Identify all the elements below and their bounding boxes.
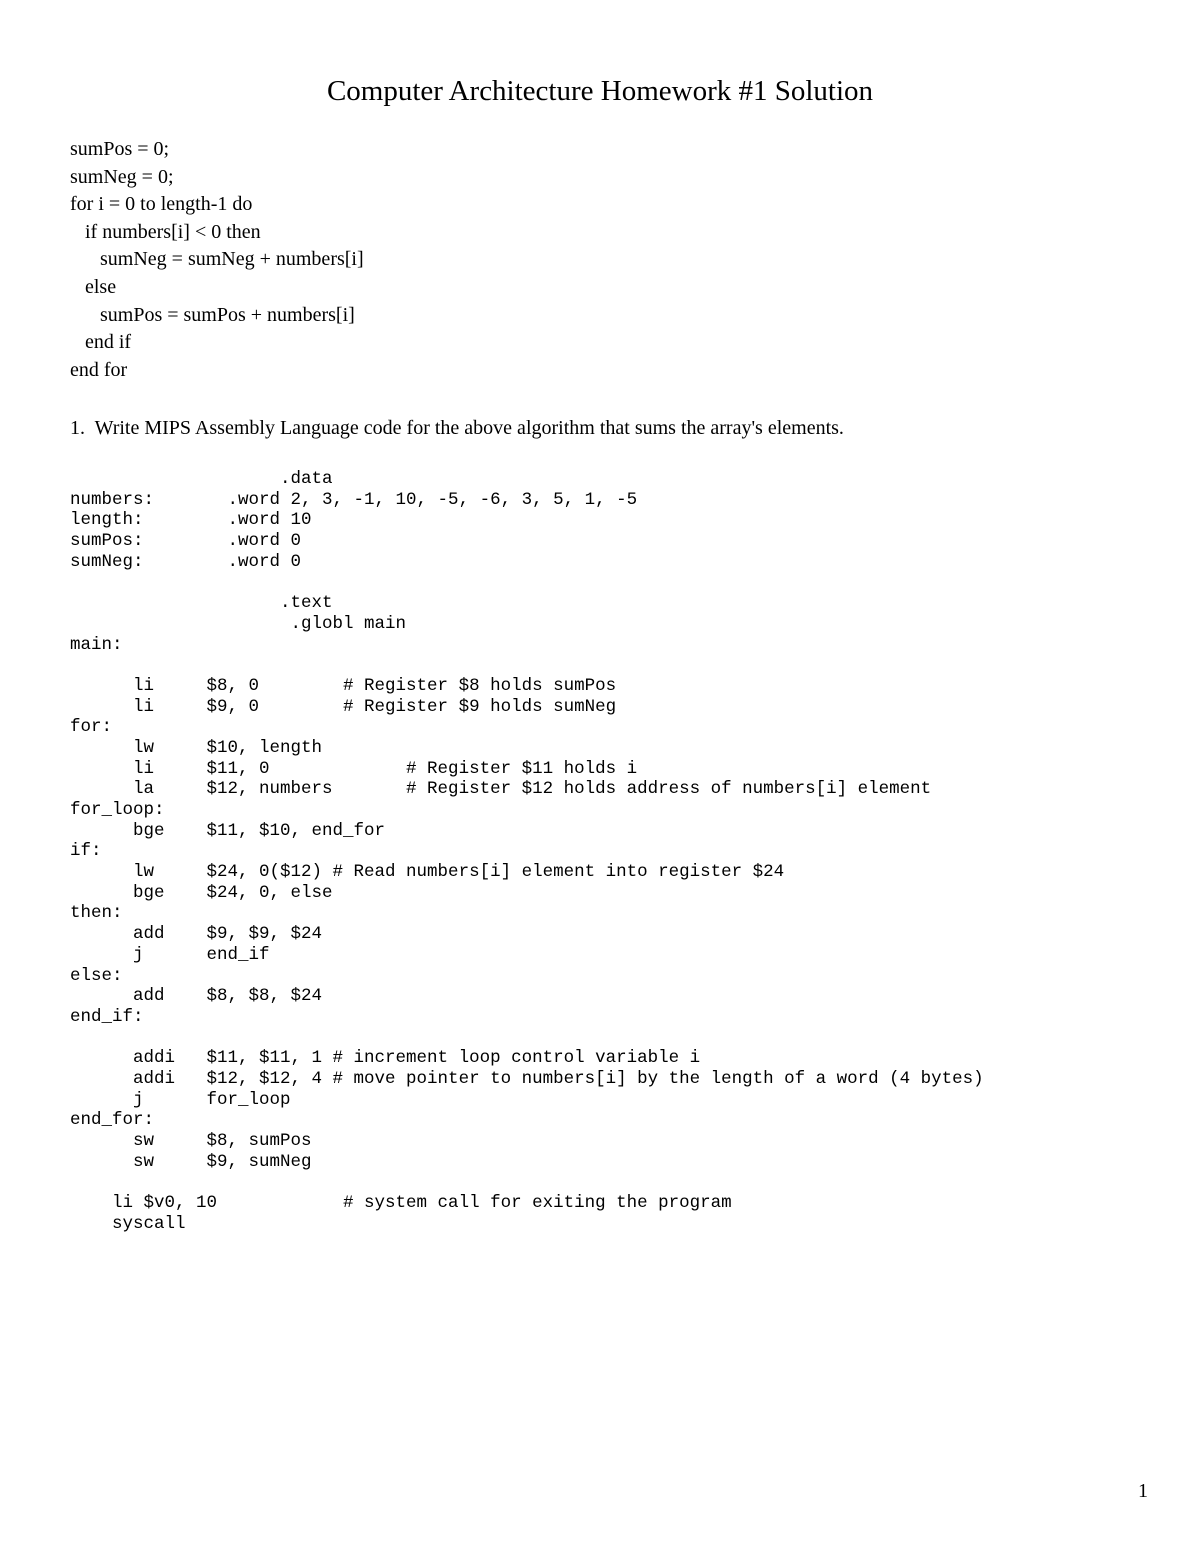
code-line: addi $11, $11, 1 # increment loop control variable i <box>70 1048 701 1069</box>
code-line: syscall <box>70 1213 186 1234</box>
pseudocode-block <box>70 136 364 384</box>
code-line: sw $9, sumNeg <box>70 1151 312 1172</box>
code-line: sumNeg: .word 0 <box>70 551 302 572</box>
pseudocode-line: end for <box>70 358 128 381</box>
code-line: for: <box>70 717 113 738</box>
page-number: 1 <box>1138 1480 1148 1502</box>
code-line <box>70 572 984 593</box>
code-line: length: .word 10 <box>70 510 312 531</box>
pseudocode-line: end if <box>70 331 132 354</box>
code-line: bge $24, 0, else <box>70 882 333 903</box>
assembly-code-block <box>70 469 984 1234</box>
code-line: sumPos: .word 0 <box>70 531 302 552</box>
code-line: else: <box>70 965 123 986</box>
code-line: .globl main <box>70 613 407 634</box>
code-line: end_if: <box>70 1006 144 1027</box>
question-text: 1. Write MIPS Assembly Language code for the above algorithm that sums the array's elements. <box>70 417 844 439</box>
pseudocode-line: for i = 0 to length-1 do <box>70 193 253 216</box>
code-line: li $8, 0 # Register $8 holds sumPos <box>70 675 617 696</box>
code-line: if: <box>70 841 102 862</box>
code-line: .text <box>70 593 333 614</box>
pseudocode-line: sumNeg = sumNeg + numbers[i] <box>70 248 364 271</box>
code-line: .data <box>70 469 333 489</box>
code-line: end_for: <box>70 1110 155 1131</box>
code-line <box>70 1028 984 1049</box>
code-line: j for_loop <box>70 1089 291 1110</box>
code-line: lw $10, length <box>70 737 323 758</box>
code-line: for_loop: <box>70 800 165 820</box>
pseudocode-line: sumNeg = 0; <box>70 165 174 188</box>
code-line: then: <box>70 903 123 924</box>
code-line: li $9, 0 # Register $9 holds sumNeg <box>70 696 617 717</box>
code-line <box>70 655 984 676</box>
code-line: main: <box>70 634 123 655</box>
pseudocode-line: sumPos = 0; <box>70 138 170 160</box>
pseudocode-line: if numbers[i] < 0 then <box>70 220 261 243</box>
code-line: j end_if <box>70 944 270 965</box>
code-line: li $11, 0 # Register $11 holds i <box>70 758 638 779</box>
code-line: add $9, $9, $24 <box>70 924 323 945</box>
page-title: Computer Architecture Homework #1 Solution <box>326 75 874 107</box>
code-line: la $12, numbers # Register $12 holds address of numbers[i] element <box>70 779 932 800</box>
pseudocode-line: else <box>70 275 117 298</box>
code-line: add $8, $8, $24 <box>70 986 323 1007</box>
code-line: sw $8, sumPos <box>70 1131 312 1151</box>
pseudocode-line: sumPos = sumPos + numbers[i] <box>70 303 355 326</box>
code-line: lw $24, 0($12) # Read numbers[i] element into register $24 <box>70 862 785 883</box>
code-line: numbers: .word 2, 3, -1, 10, -5, -6, 3, 5, 1, -5 <box>70 489 638 510</box>
code-line: li $v0, 10 # system call for exiting the program <box>70 1193 732 1214</box>
code-line: addi $12, $12, 4 # move pointer to numbers[i] by the length of a word (4 bytes) <box>70 1068 984 1089</box>
code-line: bge $11, $10, end_for <box>70 820 386 841</box>
code-line <box>70 1172 984 1193</box>
